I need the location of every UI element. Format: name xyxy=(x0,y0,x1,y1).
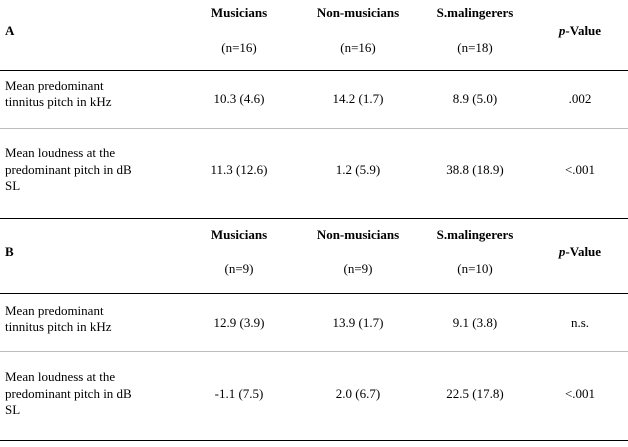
col-musicians-header-a: Musicians xyxy=(210,5,268,20)
section-b-label: B xyxy=(5,244,14,259)
col-non-musicians-n-b: (n=9) xyxy=(343,261,373,276)
row-label-line: SL xyxy=(5,402,21,417)
cell-non-musicians: 13.9 (1.7) xyxy=(332,315,384,330)
row-label-line: Mean predominant xyxy=(5,78,104,93)
col-p-value-header-b xyxy=(536,244,624,260)
row-label-line: SL xyxy=(5,178,21,193)
p-value-suffix: -Value xyxy=(565,23,602,38)
divider-a-row1 xyxy=(0,128,628,129)
cell-musicians: -1.1 (7.5) xyxy=(214,386,264,401)
col-musicians-header-b: Musicians xyxy=(210,227,268,242)
divider-b-header xyxy=(0,293,628,294)
row-label-line: Mean loudness at the xyxy=(5,369,116,384)
cell-non-musicians: 2.0 (6.7) xyxy=(335,386,381,401)
col-malingerers-header-a: S.malingerers xyxy=(436,5,514,20)
p-value-suffix: -Value xyxy=(565,244,602,259)
cell-p-value: <.001 xyxy=(564,386,596,401)
col-non-musicians-n-a: (n=16) xyxy=(340,40,376,55)
divider-b-row1 xyxy=(0,351,628,352)
row-label-line: tinnitus pitch in kHz xyxy=(5,94,112,109)
cell-malingerers: 9.1 (3.8) xyxy=(452,315,498,330)
cell-musicians: 12.9 (3.9) xyxy=(213,315,265,330)
cell-musicians: 11.3 (12.6) xyxy=(210,162,268,177)
col-musicians-n-a: (n=16) xyxy=(221,40,257,55)
col-malingerers-n-a: (n=18) xyxy=(457,40,493,55)
divider-a-header xyxy=(0,70,628,71)
cell-malingerers: 38.8 (18.9) xyxy=(446,162,504,177)
col-malingerers-n-b: (n=10) xyxy=(457,261,493,276)
cell-p-value: <.001 xyxy=(564,162,596,177)
row-label-line: Mean predominant xyxy=(5,303,104,318)
cell-malingerers: 8.9 (5.0) xyxy=(452,91,498,106)
cell-malingerers: 22.5 (17.8) xyxy=(446,386,504,401)
col-non-musicians-header-a: Non-musicians xyxy=(316,5,400,20)
section-a-label: A xyxy=(5,23,15,38)
p-italic: p xyxy=(558,244,566,259)
p-italic: p xyxy=(558,23,566,38)
col-non-musicians-header-b: Non-musicians xyxy=(316,227,400,242)
row-label-line: tinnitus pitch in kHz xyxy=(5,319,112,334)
cell-p-value: n.s. xyxy=(570,315,590,330)
cell-non-musicians: 14.2 (1.7) xyxy=(332,91,384,106)
cell-p-value: .002 xyxy=(568,91,592,106)
divider-table-bottom xyxy=(0,440,628,441)
cell-musicians: 10.3 (4.6) xyxy=(213,91,265,106)
cell-non-musicians: 1.2 (5.9) xyxy=(335,162,381,177)
row-label-line: predominant pitch in dB xyxy=(5,386,132,401)
col-malingerers-header-b: S.malingerers xyxy=(436,227,514,242)
row-label-line: predominant pitch in dB xyxy=(5,162,132,177)
col-musicians-n-b: (n=9) xyxy=(224,261,254,276)
divider-section-a-b xyxy=(0,218,628,219)
col-p-value-header-a xyxy=(536,23,624,39)
row-label-line: Mean loudness at the xyxy=(5,145,116,160)
